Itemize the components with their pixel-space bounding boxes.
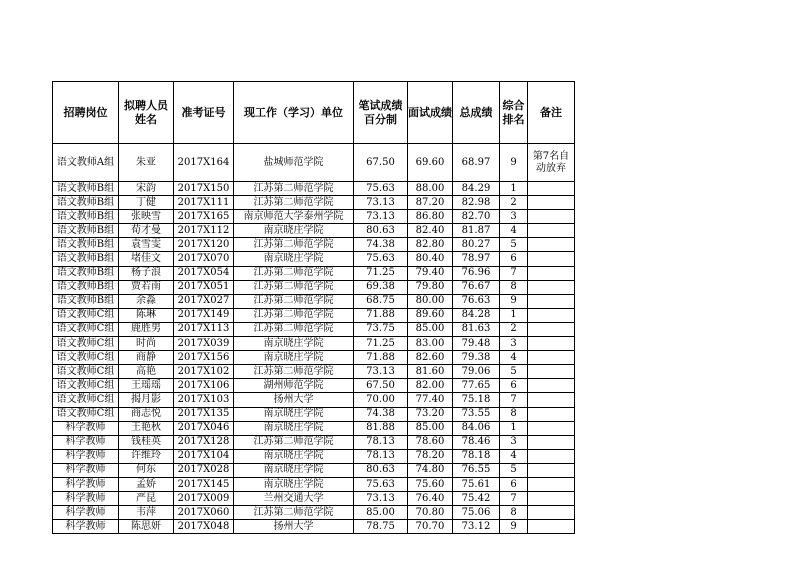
cell-exam-id: 2017X009 — [174, 492, 234, 506]
cell-exam-id: 2017X149 — [174, 308, 234, 322]
cell-rank: 9 — [500, 144, 528, 182]
cell-workplace: 南京晓庄学院 — [234, 463, 354, 477]
cell-exam-id: 2017X070 — [174, 252, 234, 266]
cell-name: 袁雪雯 — [119, 238, 174, 252]
cell-written-score: 67.50 — [354, 379, 408, 393]
cell-total-score: 77.65 — [453, 379, 500, 393]
cell-exam-id: 2017X112 — [174, 224, 234, 238]
cell-name: 钱桂英 — [119, 435, 174, 449]
cell-workplace: 盐城师范学院 — [234, 144, 354, 182]
cell-exam-id: 2017X113 — [174, 322, 234, 336]
results-table — [52, 81, 575, 534]
table-row — [53, 477, 575, 491]
header-interview-score: 面试成绩 — [408, 82, 453, 144]
cell-position: 语文教师C组 — [53, 308, 119, 322]
cell-rank: 8 — [500, 506, 528, 520]
cell-exam-id: 2017X039 — [174, 337, 234, 351]
table-row — [53, 393, 575, 407]
cell-remarks — [528, 294, 575, 308]
cell-exam-id: 2017X102 — [174, 365, 234, 379]
cell-workplace: 江苏第二师范学院 — [234, 280, 354, 294]
cell-exam-id: 2017X028 — [174, 463, 234, 477]
table-row — [53, 435, 575, 449]
cell-exam-id: 2017X048 — [174, 520, 234, 534]
cell-exam-id: 2017X051 — [174, 280, 234, 294]
cell-written-score: 68.75 — [354, 294, 408, 308]
cell-written-score: 85.00 — [354, 506, 408, 520]
cell-rank: 5 — [500, 365, 528, 379]
cell-total-score: 84.29 — [453, 182, 500, 196]
cell-workplace: 南京晓庄学院 — [234, 421, 354, 435]
cell-workplace: 南京晓庄学院 — [234, 252, 354, 266]
cell-name: 张映雪 — [119, 210, 174, 224]
table-row — [53, 337, 575, 351]
cell-written-score: 67.50 — [354, 144, 408, 182]
cell-remarks — [528, 449, 575, 463]
cell-exam-id: 2017X150 — [174, 182, 234, 196]
cell-workplace: 南京晓庄学院 — [234, 477, 354, 491]
cell-name: 王瑶瑶 — [119, 379, 174, 393]
cell-name: 堵佳文 — [119, 252, 174, 266]
table-row — [53, 294, 575, 308]
cell-remarks — [528, 492, 575, 506]
cell-name: 王艳秋 — [119, 421, 174, 435]
cell-total-score: 84.06 — [453, 421, 500, 435]
cell-workplace: 江苏第二师范学院 — [234, 308, 354, 322]
cell-workplace: 江苏第二师范学院 — [234, 182, 354, 196]
table-row — [53, 407, 575, 421]
cell-interview-score: 80.40 — [408, 252, 453, 266]
cell-exam-id: 2017X046 — [174, 421, 234, 435]
cell-name: 许维玲 — [119, 449, 174, 463]
cell-interview-score: 88.00 — [408, 182, 453, 196]
cell-workplace: 江苏第二师范学院 — [234, 266, 354, 280]
cell-name: 商志悦 — [119, 407, 174, 421]
cell-remarks: 第7名自动放弃 — [528, 144, 575, 182]
cell-total-score: 76.63 — [453, 294, 500, 308]
cell-total-score: 80.27 — [453, 238, 500, 252]
cell-exam-id: 2017X145 — [174, 477, 234, 491]
cell-total-score: 73.55 — [453, 407, 500, 421]
cell-rank: 8 — [500, 407, 528, 421]
cell-rank: 3 — [500, 210, 528, 224]
cell-position: 科学教师 — [53, 435, 119, 449]
cell-workplace: 江苏第二师范学院 — [234, 435, 354, 449]
cell-name: 宋韵 — [119, 182, 174, 196]
cell-position: 科学教师 — [53, 421, 119, 435]
cell-name: 孟娇 — [119, 477, 174, 491]
cell-total-score: 73.12 — [453, 520, 500, 534]
cell-interview-score: 83.00 — [408, 337, 453, 351]
cell-interview-score: 76.40 — [408, 492, 453, 506]
cell-exam-id: 2017X027 — [174, 294, 234, 308]
cell-written-score: 70.00 — [354, 393, 408, 407]
cell-interview-score: 79.40 — [408, 266, 453, 280]
cell-remarks — [528, 407, 575, 421]
cell-total-score: 76.96 — [453, 266, 500, 280]
cell-position: 语文教师C组 — [53, 379, 119, 393]
cell-workplace: 南京晓庄学院 — [234, 407, 354, 421]
cell-exam-id: 2017X104 — [174, 449, 234, 463]
cell-position: 科学教师 — [53, 506, 119, 520]
cell-exam-id: 2017X128 — [174, 435, 234, 449]
cell-interview-score: 74.80 — [408, 463, 453, 477]
cell-total-score: 75.42 — [453, 492, 500, 506]
cell-interview-score: 82.00 — [408, 379, 453, 393]
cell-interview-score: 87.20 — [408, 196, 453, 210]
table-row — [53, 520, 575, 534]
cell-total-score: 76.55 — [453, 463, 500, 477]
header-total-score: 总成绩 — [453, 82, 500, 144]
cell-written-score: 71.25 — [354, 266, 408, 280]
cell-position: 语文教师B组 — [53, 252, 119, 266]
cell-exam-id: 2017X120 — [174, 238, 234, 252]
cell-remarks — [528, 280, 575, 294]
cell-interview-score: 70.70 — [408, 520, 453, 534]
cell-written-score: 71.25 — [354, 337, 408, 351]
cell-workplace: 南京晓庄学院 — [234, 337, 354, 351]
cell-total-score: 75.06 — [453, 506, 500, 520]
cell-total-score: 82.98 — [453, 196, 500, 210]
cell-position: 语文教师B组 — [53, 224, 119, 238]
table-row — [53, 506, 575, 520]
cell-remarks — [528, 477, 575, 491]
cell-total-score: 79.48 — [453, 337, 500, 351]
cell-name: 严昆 — [119, 492, 174, 506]
table-row — [53, 365, 575, 379]
header-written-score: 笔试成绩百分制 — [354, 82, 408, 144]
cell-remarks — [528, 435, 575, 449]
cell-workplace: 江苏第二师范学院 — [234, 196, 354, 210]
cell-written-score: 75.63 — [354, 252, 408, 266]
cell-rank: 3 — [500, 435, 528, 449]
cell-name: 商静 — [119, 351, 174, 365]
cell-interview-score: 80.00 — [408, 294, 453, 308]
cell-remarks — [528, 463, 575, 477]
cell-name: 荀才曼 — [119, 224, 174, 238]
cell-workplace: 扬州大学 — [234, 393, 354, 407]
cell-remarks — [528, 210, 575, 224]
cell-written-score: 73.13 — [354, 196, 408, 210]
header-rank: 综合排名 — [500, 82, 528, 144]
cell-name: 揭月影 — [119, 393, 174, 407]
cell-position: 科学教师 — [53, 477, 119, 491]
cell-written-score: 81.88 — [354, 421, 408, 435]
cell-exam-id: 2017X164 — [174, 144, 234, 182]
cell-position: 语文教师C组 — [53, 322, 119, 336]
cell-remarks — [528, 337, 575, 351]
cell-position: 语文教师A组 — [53, 144, 119, 182]
table-row — [53, 351, 575, 365]
cell-written-score: 78.75 — [354, 520, 408, 534]
cell-interview-score: 81.60 — [408, 365, 453, 379]
cell-name: 时尚 — [119, 337, 174, 351]
cell-name: 韦萍 — [119, 506, 174, 520]
cell-name: 朱亚 — [119, 144, 174, 182]
cell-rank: 6 — [500, 477, 528, 491]
cell-position: 语文教师B组 — [53, 210, 119, 224]
cell-total-score: 79.38 — [453, 351, 500, 365]
cell-position: 科学教师 — [53, 520, 119, 534]
cell-name: 陈思妍 — [119, 520, 174, 534]
cell-name: 鹿胜男 — [119, 322, 174, 336]
cell-remarks — [528, 393, 575, 407]
cell-written-score: 74.38 — [354, 238, 408, 252]
cell-interview-score: 85.00 — [408, 322, 453, 336]
cell-written-score: 71.88 — [354, 308, 408, 322]
cell-rank: 7 — [500, 492, 528, 506]
table-row — [53, 224, 575, 238]
cell-rank: 6 — [500, 252, 528, 266]
cell-position: 语文教师B组 — [53, 280, 119, 294]
cell-rank: 8 — [500, 280, 528, 294]
cell-position: 语文教师C组 — [53, 365, 119, 379]
cell-workplace: 湖州师范学院 — [234, 379, 354, 393]
cell-remarks — [528, 266, 575, 280]
cell-interview-score: 75.60 — [408, 477, 453, 491]
cell-rank: 3 — [500, 337, 528, 351]
cell-position: 语文教师C组 — [53, 351, 119, 365]
cell-rank: 2 — [500, 322, 528, 336]
cell-workplace: 江苏第二师范学院 — [234, 294, 354, 308]
cell-position: 语文教师C组 — [53, 407, 119, 421]
cell-interview-score: 89.60 — [408, 308, 453, 322]
cell-remarks — [528, 224, 575, 238]
cell-rank: 5 — [500, 463, 528, 477]
cell-total-score: 78.97 — [453, 252, 500, 266]
cell-remarks — [528, 182, 575, 196]
table-row — [53, 144, 575, 182]
cell-exam-id: 2017X103 — [174, 393, 234, 407]
cell-workplace: 兰州交通大学 — [234, 492, 354, 506]
cell-name: 陈琳 — [119, 308, 174, 322]
table-row — [53, 308, 575, 322]
cell-workplace: 南京晓庄学院 — [234, 351, 354, 365]
header-row — [53, 82, 575, 144]
cell-written-score: 75.63 — [354, 182, 408, 196]
cell-rank: 7 — [500, 393, 528, 407]
table-row — [53, 238, 575, 252]
cell-written-score: 74.38 — [354, 407, 408, 421]
cell-rank: 2 — [500, 196, 528, 210]
cell-written-score: 80.63 — [354, 463, 408, 477]
cell-name: 余淼 — [119, 294, 174, 308]
cell-written-score: 75.63 — [354, 477, 408, 491]
cell-total-score: 79.06 — [453, 365, 500, 379]
cell-total-score: 75.61 — [453, 477, 500, 491]
cell-total-score: 78.46 — [453, 435, 500, 449]
cell-written-score: 73.75 — [354, 322, 408, 336]
cell-written-score: 78.13 — [354, 435, 408, 449]
cell-written-score: 73.13 — [354, 365, 408, 379]
cell-total-score: 84.28 — [453, 308, 500, 322]
table-row — [53, 280, 575, 294]
cell-rank: 4 — [500, 351, 528, 365]
cell-remarks — [528, 308, 575, 322]
table-row — [53, 252, 575, 266]
cell-remarks — [528, 322, 575, 336]
cell-name: 高艳 — [119, 365, 174, 379]
cell-interview-score: 73.20 — [408, 407, 453, 421]
cell-interview-score: 82.40 — [408, 224, 453, 238]
cell-written-score: 73.13 — [354, 210, 408, 224]
cell-interview-score: 78.20 — [408, 449, 453, 463]
cell-position: 语文教师B组 — [53, 238, 119, 252]
table-row — [53, 421, 575, 435]
cell-workplace: 江苏第二师范学院 — [234, 238, 354, 252]
cell-rank: 1 — [500, 182, 528, 196]
cell-interview-score: 79.80 — [408, 280, 453, 294]
cell-position: 语文教师B组 — [53, 196, 119, 210]
cell-workplace: 南京师范大学泰州学院 — [234, 210, 354, 224]
table-row — [53, 196, 575, 210]
cell-exam-id: 2017X156 — [174, 351, 234, 365]
cell-remarks — [528, 379, 575, 393]
table-row — [53, 379, 575, 393]
cell-workplace: 江苏第二师范学院 — [234, 322, 354, 336]
table-row — [53, 463, 575, 477]
cell-name: 杨子浪 — [119, 266, 174, 280]
cell-interview-score: 78.60 — [408, 435, 453, 449]
cell-name: 丁健 — [119, 196, 174, 210]
table-row — [53, 210, 575, 224]
cell-interview-score: 77.40 — [408, 393, 453, 407]
cell-total-score: 68.97 — [453, 144, 500, 182]
cell-workplace: 扬州大学 — [234, 520, 354, 534]
cell-position: 科学教师 — [53, 492, 119, 506]
cell-rank: 9 — [500, 520, 528, 534]
cell-workplace: 江苏第二师范学院 — [234, 365, 354, 379]
cell-remarks — [528, 238, 575, 252]
cell-interview-score: 82.60 — [408, 351, 453, 365]
cell-exam-id: 2017X165 — [174, 210, 234, 224]
cell-position: 语文教师B组 — [53, 182, 119, 196]
cell-exam-id: 2017X106 — [174, 379, 234, 393]
header-workplace: 现工作（学习）单位 — [234, 82, 354, 144]
table-row — [53, 322, 575, 336]
cell-interview-score: 82.80 — [408, 238, 453, 252]
cell-total-score: 81.87 — [453, 224, 500, 238]
cell-workplace: 南京晓庄学院 — [234, 224, 354, 238]
cell-position: 科学教师 — [53, 463, 119, 477]
cell-total-score: 78.18 — [453, 449, 500, 463]
cell-position: 语文教师C组 — [53, 337, 119, 351]
table-row — [53, 492, 575, 506]
cell-position: 科学教师 — [53, 449, 119, 463]
cell-workplace: 南京晓庄学院 — [234, 449, 354, 463]
cell-total-score: 75.18 — [453, 393, 500, 407]
cell-remarks — [528, 365, 575, 379]
cell-rank: 1 — [500, 421, 528, 435]
cell-exam-id: 2017X135 — [174, 407, 234, 421]
cell-remarks — [528, 421, 575, 435]
cell-position: 语文教师C组 — [53, 393, 119, 407]
cell-position: 语文教师B组 — [53, 266, 119, 280]
cell-rank: 9 — [500, 294, 528, 308]
cell-rank: 7 — [500, 266, 528, 280]
cell-workplace: 江苏第二师范学院 — [234, 506, 354, 520]
cell-interview-score: 86.80 — [408, 210, 453, 224]
header-remarks: 备注 — [528, 82, 575, 144]
cell-written-score: 78.13 — [354, 449, 408, 463]
cell-position: 语文教师B组 — [53, 294, 119, 308]
cell-remarks — [528, 520, 575, 534]
header-position: 招聘岗位 — [53, 82, 119, 144]
cell-interview-score: 69.60 — [408, 144, 453, 182]
cell-remarks — [528, 506, 575, 520]
table-row — [53, 182, 575, 196]
cell-written-score: 71.88 — [354, 351, 408, 365]
cell-total-score: 82.70 — [453, 210, 500, 224]
header-name: 拟聘人员姓名 — [119, 82, 174, 144]
cell-total-score: 81.63 — [453, 322, 500, 336]
cell-written-score: 73.13 — [354, 492, 408, 506]
cell-name: 贾若南 — [119, 280, 174, 294]
cell-name: 何东 — [119, 463, 174, 477]
cell-interview-score: 70.80 — [408, 506, 453, 520]
cell-remarks — [528, 351, 575, 365]
cell-rank: 4 — [500, 449, 528, 463]
cell-rank: 1 — [500, 308, 528, 322]
cell-total-score: 76.67 — [453, 280, 500, 294]
cell-exam-id: 2017X111 — [174, 196, 234, 210]
cell-rank: 5 — [500, 238, 528, 252]
cell-remarks — [528, 252, 575, 266]
cell-rank: 4 — [500, 224, 528, 238]
cell-written-score: 80.63 — [354, 224, 408, 238]
header-exam-id: 准考证号 — [174, 82, 234, 144]
cell-written-score: 69.38 — [354, 280, 408, 294]
cell-remarks — [528, 196, 575, 210]
table-row — [53, 266, 575, 280]
cell-rank: 6 — [500, 379, 528, 393]
table-row — [53, 449, 575, 463]
cell-exam-id: 2017X060 — [174, 506, 234, 520]
cell-exam-id: 2017X054 — [174, 266, 234, 280]
cell-interview-score: 85.00 — [408, 421, 453, 435]
